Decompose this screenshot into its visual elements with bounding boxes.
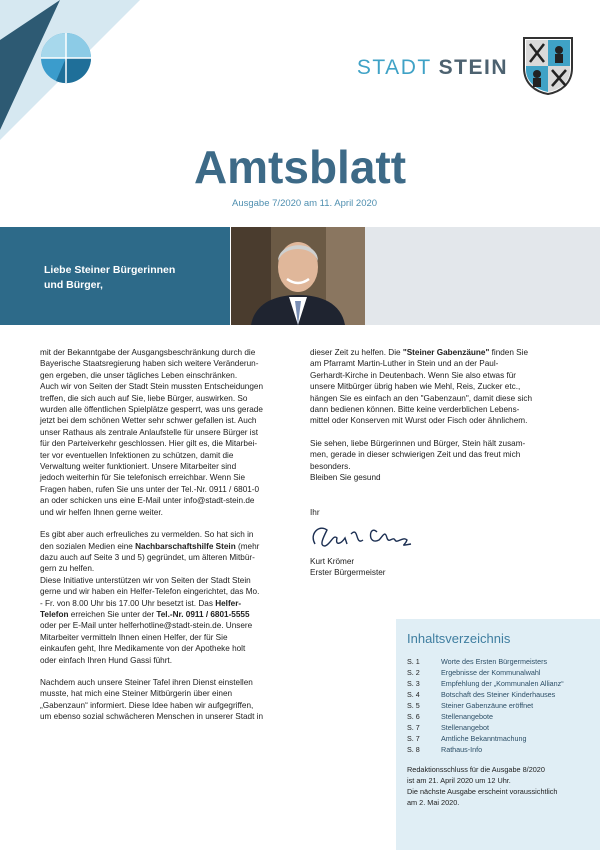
toc-item[interactable] (407, 689, 590, 700)
toc-page: S. 7 (407, 734, 420, 743)
greeting-line-2: und Bürger, (44, 279, 103, 291)
mayor-portrait (231, 227, 365, 325)
bold-text: Helfer- (215, 598, 242, 608)
toc-label: Steiner Gabenzäune eröffnet (441, 701, 534, 710)
toc-list (407, 656, 590, 755)
table-of-contents (396, 619, 600, 850)
toc-page: S. 1 (407, 657, 420, 666)
letter-column-2 (310, 347, 572, 494)
toc-item[interactable] (407, 656, 590, 667)
editorial-deadline-note: Redaktionsschluss für die Ausgabe 8/2020 ist am 21. April 2020 um 12 Uhr. Die nächste Ausgabe erscheint voraussichtlich am 2. Mai 2020. (407, 765, 558, 807)
letter-paragraph: Nachdem auch unsere Steiner Tafel ihren Dienst einstellen musste, hat mich eine Steiner Mitbürgerin über einen „Gabenzaun“ informiert. Diese Idee haben wir aufgegriffen, um ebenso sozial schwächeren Menschen in unserer Stadt in (40, 677, 264, 722)
letter-column-1 (40, 347, 302, 734)
toc-label: Amtliche Bekanntmachung (441, 734, 527, 743)
toc-label: Botschaft des Steiner Kinderhauses (441, 690, 556, 699)
toc-item[interactable] (407, 733, 590, 744)
letter-paragraph: Es gibt aber auch erfreuliches zu vermelden. So hat sich in den sozialen Medien eine Nachbarschaftshilfe Stein (mehr dazu auch auf Seite 3 und 5) gegründet, um älteren Mitbür- gern zu helfen. Diese Initiative unterstützen wir von Seiten der Stadt Stein gerne und wir haben ein Helfer-Telefon eingerichtet, das Mo. - Fr. von 8.00 Uhr bis 17.00 Uhr besetzt ist. Das Helfer- Telefon erreichen Sie unter der Tel.-Nr. 0911 / 6801-5555 oder per E-Mail unter helferhotline@stadt-stein.de. Unsere Mitarbeiter vermitteln Ihnen einen Helfer, der für Sie einkaufen geht, Ihre Medikamente von der Apotheke holt oder einfach Ihren Hund Gassi führt. (40, 530, 260, 665)
issue-line: Ausgabe 7/2020 am 11. April 2020 (232, 198, 378, 209)
toc-label: Rathaus-Info (441, 745, 483, 754)
page-title: Amtsblatt (193, 141, 407, 193)
toc-item[interactable] (407, 667, 590, 678)
bold-text: "Steiner Gabenzäune" (402, 348, 490, 357)
toc-label: Ergebnisse der Kommunalwahl (441, 668, 541, 677)
toc-item[interactable] (407, 700, 590, 711)
toc-page: S. 8 (407, 745, 420, 754)
toc-page: S. 4 (407, 690, 420, 699)
toc-label: Worte des Ersten Bürgermeisters (441, 657, 548, 666)
greeting-line-1: Liebe Steiner Bürgerinnen (44, 264, 176, 276)
letter-paragraph: dieser Zeit zu helfen. Die "Steiner Gabenzäune" finden Sie am Pfarramt Martin-Luther in Stein und an der Paul- Gerhardt-Kirche in Deutenbach. Wenn Sie also etwas für unsere Mitbürger übrig haben wie Mehl, Reis, Zucker etc., hängen Sie es einfach an den "Gabenzaun", damit diese sich dann bedienen können. Bitte keine verderblichen Lebens- mittel oder Konserven mit Wurst oder Fisch oder ähnlichem. (310, 348, 533, 426)
greeting-banner (0, 227, 230, 325)
closing-word: Ihr (310, 508, 320, 517)
bold-text: Telefon (40, 609, 69, 619)
toc-item[interactable] (407, 722, 590, 733)
toc-item[interactable] (407, 744, 590, 755)
toc-page: S. 7 (407, 723, 420, 732)
bold-text: Tel.-Nr. 0911 / 6801-5555 (156, 609, 250, 619)
toc-label: Stellenangebote (441, 712, 493, 721)
signer-name: Kurt Krömer (310, 557, 355, 566)
toc-item[interactable] (407, 711, 590, 722)
corner-decoration (0, 0, 140, 140)
handwritten-signature (307, 516, 417, 554)
toc-item[interactable] (407, 678, 590, 689)
letter-paragraph: mit der Bekanntgabe der Ausgangsbeschränkung durch die Bayerische Staatsregierung haben sich weitere Veränderun- gen ergeben, die unser tägliches Leben einschränken. Auch wir von Seiten der Stadt Stein mussten Entscheidungen treffen, die sich auch auf Sie, liebe Bürger, auswirken. So wurden alle öffentlichen Spielplätze gesperrt, was uns gerade jetzt bei dem schönen Wetter sehr schwer gefallen ist. Auch unser Rathaus als zentrale Anlaufstelle für unsere Bürger ist für den Parteiverkehr geschlossen. Hier gilt es, die Mitarbei- ter vor eventuellen Infektionen zu schützen, damit die Verwaltung weiter funktioniert. Unsere Mitarbeiter sind jedoch weiterhin für Sie telefonisch erreichbar. Wenn Sie Fragen haben, rufen Sie uns unter der Tel.-Nr. 0911 / 6801-0 an oder schicken uns eine E-Mail unter info@stadt-stein.de und wir helfen Ihnen gerne weiter. (40, 348, 264, 517)
toc-label: Empfehlung der „Kommunalen Allianz“ (441, 679, 564, 688)
signer-block (310, 556, 386, 579)
toc-page: S. 2 (407, 668, 420, 677)
toc-label: Stellenangebot (441, 723, 489, 732)
brand-light: STADT (356, 56, 432, 79)
greeting-text (44, 263, 175, 293)
city-crest-icon (522, 36, 574, 96)
toc-page: S. 5 (407, 701, 420, 710)
toc-page: S. 3 (407, 679, 420, 688)
brand-bold: STEIN (438, 56, 508, 79)
toc-page: S. 6 (407, 712, 420, 721)
toc-title: Inhaltsverzeichnis (407, 631, 511, 646)
brand-logo-text (357, 56, 508, 80)
letter-paragraph: Sie sehen, liebe Bürgerinnen und Bürger, Stein hält zusam- men, gerade in dieser schwierigen Zeit und das freut mich besonders. Bleiben Sie gesund (310, 438, 526, 483)
bold-text: Nachbarschaftshilfe Stein (135, 541, 236, 551)
signer-title: Erster Bürgermeister (310, 568, 386, 578)
banner-gray-block (365, 227, 600, 325)
